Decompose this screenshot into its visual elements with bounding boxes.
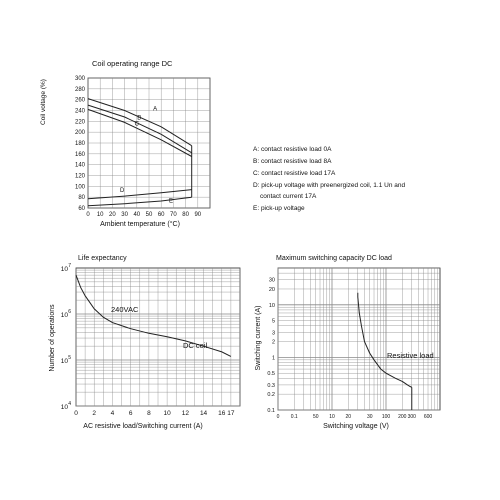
switching-capacity-chart bbox=[255, 255, 440, 430]
chart3-xtick-label: 0.1 bbox=[290, 414, 298, 420]
chart2-xtick-label: 12 bbox=[181, 410, 189, 417]
chart1-series-label-c: C bbox=[134, 121, 139, 128]
legend-item-b: B: contact resistive load 8A bbox=[253, 158, 332, 165]
chart1-ytick-label: 260 bbox=[74, 97, 85, 104]
chart2-title: Life expectancy bbox=[78, 255, 127, 262]
chart3-ytick-label: 5 bbox=[271, 318, 275, 325]
chart1-series-label-a: A bbox=[153, 106, 158, 113]
chart2-ytick-base: 10 bbox=[60, 312, 68, 319]
chart3-ytick-label: 20 bbox=[268, 286, 275, 293]
chart3-ytick-label: 10 bbox=[268, 302, 275, 309]
life-expectancy-chart bbox=[49, 255, 240, 430]
chart1-ytick-label: 200 bbox=[74, 130, 85, 137]
chart3-xlabel: Switching voltage (V) bbox=[323, 423, 389, 430]
chart1-xtick-label: 80 bbox=[182, 212, 189, 218]
chart3-ytick-label: 30 bbox=[268, 277, 275, 284]
chart2-ylabel: Number of operations bbox=[49, 304, 56, 372]
chart1-xtick-label: 10 bbox=[96, 212, 104, 218]
chart1-title: Coil operating range DC bbox=[92, 59, 173, 68]
chart2-xtick-label: 14 bbox=[199, 410, 208, 417]
chart1-xtick-label: 40 bbox=[133, 212, 141, 218]
legend-item-c: C: contact resistive load 17A bbox=[253, 170, 336, 177]
chart1-xtick-label: 0 bbox=[86, 212, 90, 218]
chart3-xtick-label: 30 bbox=[366, 414, 373, 420]
chart1-series-label-d: D bbox=[119, 187, 125, 194]
annotation-dc-coil: DC coil bbox=[183, 341, 208, 350]
chart3-xtick-label: 50 bbox=[312, 414, 319, 420]
chart1-series-line-a bbox=[88, 99, 192, 146]
chart1-series-line-d bbox=[88, 187, 192, 199]
chart3-ticks bbox=[267, 278, 432, 420]
chart2-xlabel: AC resistive load/Switching current (A) bbox=[83, 423, 203, 430]
chart1-ytick-label: 60 bbox=[78, 206, 85, 212]
chart3-ytick-label: 2 bbox=[271, 339, 275, 346]
chart3-xtick-label: 600 bbox=[423, 414, 433, 420]
legend-item-d-cont: contact current 17A bbox=[260, 193, 317, 200]
chart2-ytick-exp: 7 bbox=[68, 263, 71, 269]
chart3-xtick-label: 300 bbox=[407, 414, 416, 420]
chart3-xtick-label: 0 bbox=[276, 414, 280, 420]
chart2-grid bbox=[76, 268, 240, 406]
legend-item-d: D: pick-up voltage with preenergized coil, 1.1 Un and bbox=[253, 182, 406, 189]
chart3-ytick-label: 0.2 bbox=[267, 392, 275, 399]
chart3-ytick-label: 0.5 bbox=[267, 371, 275, 378]
chart2-ticks bbox=[61, 263, 235, 417]
chart2-ytick-exp: 5 bbox=[68, 355, 71, 361]
chart1-xtick-label: 70 bbox=[170, 212, 177, 218]
chart1-ytick-label: 140 bbox=[74, 162, 85, 169]
chart1-series-line-e bbox=[88, 197, 192, 206]
chart1-ytick-label: 280 bbox=[74, 86, 85, 93]
chart1-xlabel: Ambient temperature (°C) bbox=[100, 221, 180, 228]
chart3-title: Maximum switching capacity DC load bbox=[276, 255, 392, 262]
chart1-xtick-label: 50 bbox=[145, 212, 153, 218]
chart3-xtick-label: 20 bbox=[345, 414, 352, 420]
chart1-ytick-label: 80 bbox=[78, 195, 85, 202]
chart2-xtick-label: 4 bbox=[110, 410, 115, 417]
chart1-xtick-label: 60 bbox=[157, 212, 165, 218]
coil-operating-range-chart bbox=[40, 59, 210, 228]
chart1-ytick-label: 300 bbox=[74, 76, 85, 82]
chart1-series-label-e: E bbox=[168, 198, 173, 205]
chart1-series-line-b bbox=[88, 105, 192, 153]
chart3-ytick-label: 0.1 bbox=[267, 408, 275, 414]
chart1-xtick-label: 30 bbox=[121, 212, 128, 218]
chart2-xtick-label: 0 bbox=[74, 410, 78, 417]
chart1-xtick-label: 20 bbox=[109, 212, 116, 218]
chart2-xtick-label: 16 bbox=[218, 410, 226, 417]
legend-item-e: E: pick-up voltage bbox=[253, 205, 305, 212]
chart1-ytick-label: 220 bbox=[74, 119, 85, 126]
chart1-ytick-label: 160 bbox=[74, 151, 85, 158]
chart2-xtick-label: 10 bbox=[163, 410, 171, 417]
annotation-resistive-load: Resistive load bbox=[387, 351, 434, 360]
chart1-series-label-b: B bbox=[137, 115, 142, 122]
chart3-ytick-label: 0.3 bbox=[267, 382, 275, 389]
chart1-ytick-label: 180 bbox=[74, 141, 85, 147]
chart2-ytick-exp: 4 bbox=[68, 401, 71, 407]
chart3-ylabel: Switching current (A) bbox=[255, 305, 262, 371]
chart3-xtick-label: 10 bbox=[329, 414, 335, 420]
chart2-ytick-exp: 6 bbox=[68, 309, 71, 315]
chart1-legend bbox=[253, 146, 405, 212]
chart1-ylabel: Coil voltage (%) bbox=[40, 79, 47, 125]
chart2-xtick-label: 6 bbox=[128, 410, 133, 417]
annotation-240vac: 240VAC bbox=[111, 305, 139, 314]
chart2-series-line bbox=[76, 275, 231, 356]
chart2-xtick-label: 17 bbox=[227, 410, 235, 417]
chart3-ytick-label: 3 bbox=[271, 330, 275, 337]
legend-item-a: A: contact resistive load 0A bbox=[253, 146, 332, 153]
chart3-frame bbox=[278, 268, 440, 410]
chart1-ytick-label: 120 bbox=[74, 173, 85, 180]
chart2-xtick-label: 8 bbox=[147, 410, 151, 417]
chart2-series bbox=[76, 275, 231, 356]
chart3-grid bbox=[278, 268, 440, 410]
chart1-ytick-label: 240 bbox=[74, 108, 85, 115]
chart2-xtick-label: 2 bbox=[92, 410, 97, 417]
chart2-ytick-base: 10 bbox=[60, 358, 68, 365]
chart2-ytick-base: 10 bbox=[60, 266, 68, 273]
chart3-xtick-label: 100 bbox=[381, 414, 391, 420]
chart1-xtick-label: 90 bbox=[194, 212, 202, 218]
chart1-series bbox=[88, 99, 192, 206]
chart3-xtick-label: 200 bbox=[398, 414, 407, 420]
chart2-ytick-base: 10 bbox=[60, 404, 68, 411]
chart3-ytick-label: 1 bbox=[271, 355, 275, 362]
chart1-ytick-label: 100 bbox=[74, 184, 85, 191]
